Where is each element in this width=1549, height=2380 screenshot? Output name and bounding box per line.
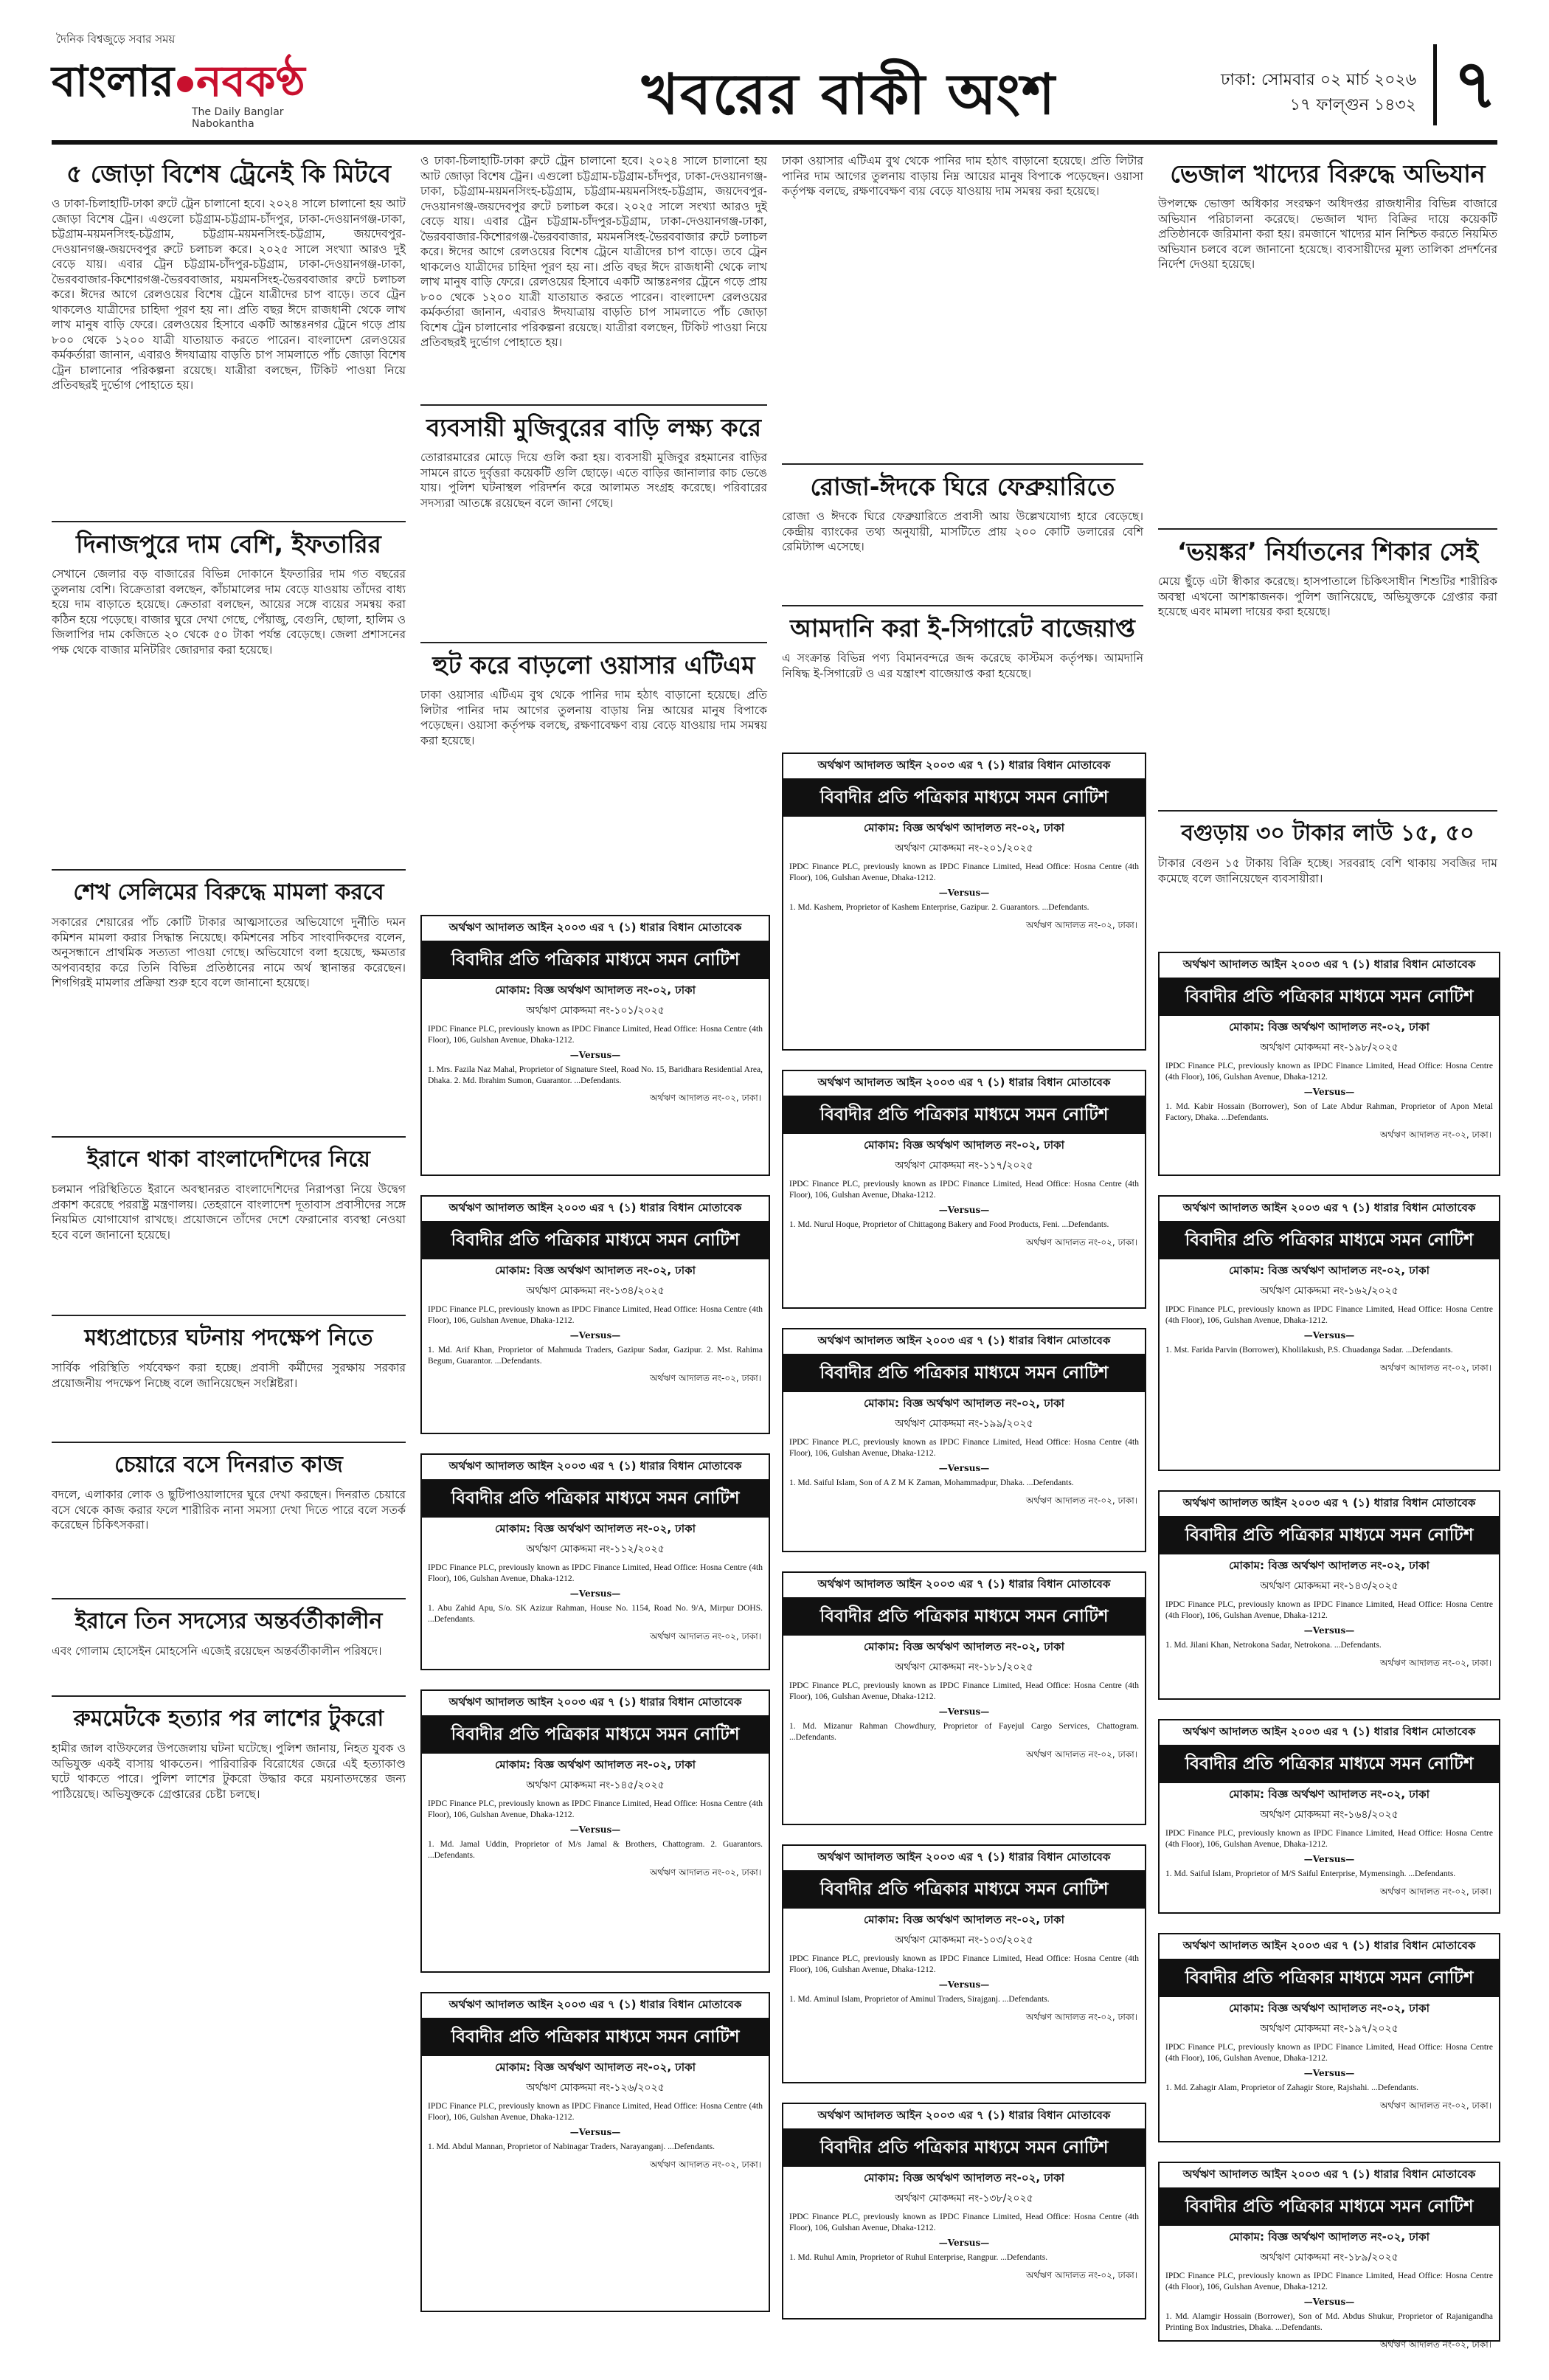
notice-court: মোকাম: বিজ্ঞ অর্থঋণ আদালত নং-০২, ঢাকা bbox=[495, 1264, 696, 1277]
notice-versus: —Versus— bbox=[1303, 1330, 1355, 1341]
date-bangla: ১৭ ফাল্গুন ১৪৩২ bbox=[1289, 96, 1416, 114]
notice-defendants: 1. Md. Alamgir Hossain (Borrower), Son of Md. Abdus Shukur, Proprietor of Rajanigandha Printing Box Industries, Dhaka. ...Defendants. bbox=[1165, 2312, 1493, 2332]
dateline bbox=[1221, 68, 1416, 118]
notice-court: মোকাম: বিজ্ঞ অর্থঋণ আদালত নং-০২, ঢাকা bbox=[1229, 1264, 1430, 1277]
notice-law-line: অর্থঋণ আদালত আইন ২০০৩ এর ৭ (১) ধারার বিধান মোতাবেক bbox=[783, 1071, 1145, 1096]
newspaper-logo bbox=[52, 30, 317, 133]
summons-notice bbox=[420, 1195, 770, 1434]
notice-plaintiff: IPDC Finance PLC, previously known as IPDC Finance Limited, Head Office: Hosna Centre (4th Floor), 106, Gulshan Avenue, Dhaka-1212. bbox=[428, 1305, 763, 1325]
article-middle-east bbox=[52, 1324, 406, 1434]
column-1 bbox=[52, 153, 406, 2359]
divider bbox=[1158, 528, 1497, 530]
notice-court: মোকাম: বিজ্ঞ অর্থঋণ আদালত নং-০২, ঢাকা bbox=[495, 2061, 696, 2074]
article-body: সেখানে জেলার বড় বাজারের বিভিন্ন দোকানে ইফতারির দাম গত বছরের তুলনায় বেশি। বিক্রেতারা বলছেন, কাঁচামালের দাম বেড়ে যাওয়ায় তাঁদের বাধ্য হয়ে দাম বাড়াতে হয়েছে। ক্রেতারা বলছেন, আয়ের সঙ্গে ব্যয়ের সমন্বয় করা কঠিন হয়ে পড়েছে। বাজার ঘুরে দেখা গেছে, পেঁয়াজু, বেগুনি, ছোলা, হালিম ও জিলাপির দাম কেজিতে ২০ থেকে ৫০ টাকা পর্যন্ত বেড়েছে। জেলা প্রশাসনের পক্ষ থেকে বাজার মনিটরিং জোরদার করা হয়েছে। bbox=[52, 567, 406, 657]
summons-notice bbox=[420, 1992, 770, 2312]
article-body: উপলক্ষে ভোক্তা অধিকার সংরক্ষণ অধিদপ্তর রাজধানীর বিভিন্ন বাজারে অভিযান পরিচালনা করেছে। ভেজাল খাদ্য বিক্রির দায়ে কয়েকটি প্রতিষ্ঠানকে জরিমানা করা হয়। রমজানে খাদ্যের মান নিশ্চিত করতে নিয়মিত অভিযান চলবে বলে জানানো হয়েছে। ব্যবসায়ীদের মূল্য তালিকা প্রদর্শনের নির্দেশ দেওয়া হয়েছে। bbox=[1158, 197, 1497, 271]
article-body: টাকার বেগুন ১৫ টাকায় বিক্রি হচ্ছে। সরবরাহ বেশি থাকায় সবজির দাম কমেছে বলে জানিয়েছেন ব্যবসায়ীরা। bbox=[1158, 857, 1497, 885]
notice-versus: —Versus— bbox=[1303, 1625, 1355, 1636]
notice-versus: —Versus— bbox=[569, 1330, 621, 1341]
article-trains bbox=[52, 159, 406, 513]
divider bbox=[52, 1136, 406, 1138]
notice-versus: —Versus— bbox=[938, 1463, 990, 1473]
article-body: এ সংক্রান্ত বিভিন্ন পণ্য বিমানবন্দরে জব্দ করেছে কাস্টমস কর্তৃপক্ষ। আমদানি নিষিদ্ধ ই-সিগারেট ও এর যন্ত্রাংশ বাজেয়াপ্ত করা হয়েছে। bbox=[782, 651, 1143, 680]
summons-notice bbox=[782, 1571, 1146, 1825]
notice-plaintiff: IPDC Finance PLC, previously known as IPDC Finance Limited, Head Office: Hosna Centre (4th Floor), 106, Gulshan Avenue, Dhaka-1212. bbox=[1165, 2043, 1493, 2063]
notice-law-line: অর্থঋণ আদালত আইন ২০০৩ এর ৭ (১) ধারার বিধান মোতাবেক bbox=[783, 2104, 1145, 2129]
notice-case-number: অর্থঋণ মোকদ্দমা নং-১১৭/২০২৫ bbox=[895, 1160, 1033, 1172]
divider bbox=[52, 1695, 406, 1697]
article-body: সকারের শেয়ারের পাঁচ কোটি টাকার আত্মসাতের অভিযোগে দুর্নীতি দমন কমিশন মামলা করার সিদ্ধান্ত নিয়েছে। কমিশনের সচিব সাংবাদিকদের বলেন, অনুসন্ধানে প্রাথমিক সত্যতা পাওয়া গেছে। অভিযোগে বলা হয়েছে, ক্ষমতার অপব্যবহার করে তিনি বিভিন্ন প্রতিষ্ঠানের নামে অর্থ স্থানান্তর করেছেন। শিগগিরই মামলার প্রক্রিয়া শুরু হবে বলে জানানো হয়েছে। bbox=[52, 916, 406, 989]
notice-signature: অর্থঋণ আদালত নং-০২, ঢাকা। bbox=[1025, 2011, 1137, 2022]
notice-defendants: 1. Md. Abdul Mannan, Proprietor of Nabinagar Traders, Narayanganj. ...Defendants. bbox=[428, 2142, 715, 2151]
article-body: বদলে, এলাকার লোক ও ছুটিপাওয়ালাদের ঘুরে দেখা করছেন। দিনরাত চেয়ারে বসে থেকে কাজ করার ফলে শারীরিক নানা সমস্যা দেখা দিতে পারে বলে সতর্ক করেছেন চিকিৎসকরা। bbox=[52, 1488, 406, 1532]
notice-case-number: অর্থঋণ মোকদ্দমা নং-১০৩/২০২৫ bbox=[895, 1934, 1033, 1946]
summons-notice bbox=[420, 1689, 770, 1973]
summons-notice bbox=[1158, 1490, 1500, 1700]
notice-law-line: অর্থঋণ আদালত আইন ২০০৩ এর ৭ (১) ধারার বিধান মোতাবেক bbox=[783, 754, 1145, 779]
summons-notice bbox=[782, 1070, 1146, 1309]
notice-banner: বিবাদীর প্রতি পত্রিকার মাধ্যমে সমন নোটিশ bbox=[783, 1871, 1145, 1909]
divider bbox=[782, 605, 1143, 606]
notice-versus: —Versus— bbox=[938, 888, 990, 898]
notice-signature: অর্থঋণ আদালত নং-০২, ঢাকা। bbox=[1379, 2339, 1491, 2350]
notice-plaintiff: IPDC Finance PLC, previously known as IPDC Finance Limited, Head Office: Hosna Centre (4th Floor), 106, Gulshan Avenue, Dhaka-1212. bbox=[428, 2102, 763, 2122]
notice-court: মোকাম: বিজ্ঞ অর্থঋণ আদালত নং-০২, ঢাকা bbox=[1229, 2230, 1430, 2244]
notice-case-number: অর্থঋণ মোকদ্দমা নং-১২৬/২০২৫ bbox=[526, 2082, 665, 2094]
headline: বগুড়ায় ৩০ টাকার লাউ ১৫, ৫০ bbox=[1181, 820, 1475, 846]
summons-notice bbox=[1158, 1195, 1500, 1471]
summons-notice bbox=[782, 1844, 1146, 2083]
notice-court: মোকাম: বিজ্ঞ অর্থঋণ আদালত নং-০২, ঢাকা bbox=[495, 1522, 696, 1535]
notice-signature: অর্থঋণ আদালত নং-০২, ঢাকা। bbox=[1025, 1236, 1137, 1248]
notice-plaintiff: IPDC Finance PLC, previously known as IPDC Finance Limited, Head Office: Hosna Centre (4th Floor), 106, Gulshan Avenue, Dhaka-1212. bbox=[789, 1438, 1139, 1458]
notice-court: মোকাম: বিজ্ঞ অর্থঋণ আদালত নং-০২, ঢাকা bbox=[864, 1913, 1064, 1926]
headline: ইরানে থাকা বাংলাদেশিদের নিয়ে bbox=[87, 1146, 370, 1172]
notice-defendants: 1. Mrs. Fazila Naz Mahal, Proprietor of Signature Steel, Road No. 15, Baridhara Residential Area, Dhaka. 2. Md. Ibrahim Sumon, Guarantor. ...Defendants. bbox=[428, 1065, 763, 1085]
notice-banner: বিবাদীর প্রতি পত্রিকার মাধ্যমে সমন নোটিশ bbox=[422, 1480, 769, 1518]
notice-plaintiff: IPDC Finance PLC, previously known as IPDC Finance Limited, Head Office: Hosna Centre (4th Floor), 106, Gulshan Avenue, Dhaka-1212. bbox=[1165, 1062, 1493, 1082]
notice-court: মোকাম: বিজ্ঞ অর্থঋণ আদালত নং-০২, ঢাকা bbox=[1229, 1020, 1430, 1034]
divider bbox=[1158, 810, 1497, 812]
notice-defendants: 1. Md. Aminul Islam, Proprietor of Aminul Traders, Sirajganj. ...Defendants. bbox=[789, 1995, 1050, 2004]
article-body: মেয়ে ছুঁড়ে এটা স্বীকার করেছে। হাসপাতালে চিকিৎসাধীন শিশুটির শারীরিক অবস্থা এখনো আশঙ্কাজনক। পুলিশ জানিয়েছে, অভিযুক্তকে গ্রেপ্তার করা হয়েছে এবং মামলা দায়ের করা হয়েছে। bbox=[1158, 575, 1497, 618]
notice-defendants: 1. Md. Kabir Hossain (Borrower), Son of Late Abdur Rahman, Proprietor of Apon Metal Factory, Dhaka. ...Defendants. bbox=[1165, 1102, 1493, 1122]
notice-signature: অর্থঋণ আদালত নং-০২, ঢাকা। bbox=[1025, 1749, 1137, 1760]
headline: আমদানি করা ই-সিগারেট বাজেয়াপ্ত bbox=[790, 614, 1135, 643]
notice-versus: —Versus— bbox=[1303, 2297, 1355, 2307]
notice-case-number: অর্থঋণ মোকদ্দমা নং-১৬২/২০২৫ bbox=[1260, 1285, 1399, 1297]
notice-plaintiff: IPDC Finance PLC, previously known as IPDC Finance Limited, Head Office: Hosna Centre (4th Floor), 106, Gulshan Avenue, Dhaka-1212. bbox=[1165, 1829, 1493, 1849]
notice-court: মোকাম: বিজ্ঞ অর্থঋণ আদালত নং-০২, ঢাকা bbox=[1229, 1559, 1430, 1572]
notice-case-number: অর্থঋণ মোকদ্দমা নং-১৪৩/২০২৫ bbox=[1260, 1580, 1399, 1592]
article-iran-bangladeshis bbox=[52, 1145, 406, 1307]
notice-banner: বিবাদীর প্রতি পত্রিকার মাধ্যমে সমন নোটিশ bbox=[422, 941, 769, 979]
summons-notice bbox=[782, 1328, 1146, 1552]
divider bbox=[52, 521, 406, 522]
notice-versus: —Versus— bbox=[569, 2127, 621, 2137]
article-chair-work bbox=[52, 1450, 406, 1591]
notice-case-number: অর্থঋণ মোকদ্দমা নং-১১২/২০২৫ bbox=[526, 1543, 665, 1555]
logo-name-part1: বাংলার bbox=[52, 56, 175, 106]
headline: রোজা-ঈদকে ঘিরে ফেব্রুয়ারিতে bbox=[810, 472, 1115, 501]
notice-versus: —Versus— bbox=[938, 1205, 990, 1215]
section-title: খবরের বাকী অংশ bbox=[642, 61, 1057, 127]
notice-signature: অর্থঋণ আদালত নং-০২, ঢাকা। bbox=[1379, 1130, 1491, 1140]
notice-versus: —Versus— bbox=[1303, 1087, 1355, 1097]
notice-signature: অর্থঋণ আদালত নং-০২, ঢাকা। bbox=[1025, 1495, 1137, 1506]
article-businessman bbox=[420, 413, 767, 634]
notice-versus: —Versus— bbox=[938, 1979, 990, 1990]
notice-signature: অর্থঋণ আদালত নং-০২, ঢাকা। bbox=[1025, 919, 1137, 930]
notice-banner: বিবাদীর প্রতি পত্রিকার মাধ্যমে সমন নোটিশ bbox=[1160, 1746, 1499, 1783]
notice-banner: বিবাদীর প্রতি পত্রিকার মাধ্যমে সমন নোটিশ bbox=[783, 779, 1145, 817]
notice-defendants: 1. Md. Nurul Hoque, Proprietor of Chittagong Bakery and Food Products, Feni. ...Defendants. bbox=[789, 1220, 1109, 1229]
notice-case-number: অর্থঋণ মোকদ্দমা নং-২০১/২০২৫ bbox=[895, 843, 1033, 854]
summons-notice bbox=[420, 915, 770, 1176]
divider bbox=[52, 1442, 406, 1443]
column-3 bbox=[782, 153, 1143, 817]
notice-defendants: 1. Md. Kashem, Proprietor of Kashem Enterprise, Gazipur. 2. Guarantors. ...Defendants. bbox=[789, 903, 1089, 912]
notice-plaintiff: IPDC Finance PLC, previously known as IPDC Finance Limited, Head Office: Hosna Centre (4th Floor), 106, Gulshan Avenue, Dhaka-1212. bbox=[789, 2213, 1139, 2232]
notice-plaintiff: IPDC Finance PLC, previously known as IPDC Finance Limited, Head Office: Hosna Centre (4th Floor), 106, Gulshan Avenue, Dhaka-1212. bbox=[789, 1681, 1139, 1701]
article-body: ঢাকা ওয়াসার এটিএম বুথ থেকে পানির দাম হঠাৎ বাড়ানো হয়েছে। প্রতি লিটার পানির দাম আগের তুলনায় বাড়ায় নিম্ন আয়ের মানুষ বিপাকে পড়েছেন। ওয়াসা কর্তৃপক্ষ বলছে, রক্ষণাবেক্ষণ ব্যয় বেড়ে যাওয়ায় দাম সমন্বয় করা হয়েছে। bbox=[420, 688, 767, 747]
summons-notice bbox=[420, 1453, 770, 1670]
divider bbox=[420, 404, 767, 406]
notice-signature: অর্থঋণ আদালত নং-০২, ঢাকা। bbox=[1379, 1362, 1491, 1373]
notice-plaintiff: IPDC Finance PLC, previously known as IPDC Finance Limited, Head Office: Hosna Centre (4th Floor), 106, Gulshan Avenue, Dhaka-1212. bbox=[789, 862, 1139, 882]
page-number: ৭ bbox=[1433, 44, 1497, 125]
notice-defendants: 1. Mst. Farida Parvin (Borrower), Kholilakush, P.S. Chuadanga Sadar. ...Defendants. bbox=[1165, 1346, 1453, 1355]
headline: ‘ভয়ঙ্কর’ নির্যাতনের শিকার সেই bbox=[1177, 537, 1479, 566]
notice-signature: অর্থঋণ আদালত নং-০২, ঢাকা। bbox=[649, 1867, 761, 1878]
notice-court: মোকাম: বিজ্ঞ অর্থঋণ আদালত নং-০২, ঢাকা bbox=[1229, 2002, 1430, 2015]
notice-law-line: অর্থঋণ আদালত আইন ২০০৩ এর ৭ (১) ধারার বিধান মোতাবেক bbox=[783, 1329, 1145, 1355]
logo-english-name: The Daily Banglar Nabokantha bbox=[192, 106, 284, 130]
article-food-adulteration bbox=[1158, 159, 1497, 521]
notice-banner: বিবাদীর প্রতি পত্রিকার মাধ্যমে সমন নোটিশ bbox=[1160, 2188, 1499, 2226]
notice-law-line: অর্থঋণ আদালত আইন ২০০৩ এর ৭ (১) ধারার বিধান মোতাবেক bbox=[1160, 1720, 1499, 1746]
notice-signature: অর্থঋণ আদালত নং-০২, ঢাকা। bbox=[649, 1373, 761, 1383]
notice-versus: —Versus— bbox=[1303, 2068, 1355, 2078]
headline: ভেজাল খাদ্যের বিরুদ্ধে অভিযান bbox=[1170, 159, 1486, 188]
notice-defendants: 1. Md. Saiful Islam, Son of A Z M K Zaman, Mohammadpur, Dhaka. ...Defendants. bbox=[789, 1478, 1074, 1487]
notice-plaintiff: IPDC Finance PLC, previously known as IPDC Finance Limited, Head Office: Hosna Centre (4th Floor), 106, Gulshan Avenue, Dhaka-1212. bbox=[428, 1563, 763, 1583]
article-iran-council bbox=[52, 1607, 406, 1688]
notice-court: মোকাম: বিজ্ঞ অর্থঋণ আদালত নং-০২, ঢাকা bbox=[864, 2171, 1064, 2184]
notice-banner: বিবাদীর প্রতি পত্রিকার মাধ্যমে সমন নোটিশ bbox=[783, 1598, 1145, 1636]
notice-case-number: অর্থঋণ মোকদ্দমা নং-১৩৮/২০২৫ bbox=[895, 2193, 1033, 2204]
date-gregorian: ঢাকা: সোমবার ০২ মার্চ ২০২৬ bbox=[1220, 71, 1416, 89]
notice-case-number: অর্থঋণ মোকদ্দমা নং-১৯৮/২০২৫ bbox=[1260, 1042, 1399, 1054]
notice-law-line: অর্থঋণ আদালত আইন ২০০৩ এর ৭ (১) ধারার বিধান মোতাবেক bbox=[1160, 1934, 1499, 1959]
notice-banner: বিবাদীর প্রতি পত্রিকার মাধ্যমে সমন নোটিশ bbox=[422, 1222, 769, 1259]
logo-tagline: দৈনিক বিশ্বজুড়ে সবার সময় bbox=[56, 32, 176, 46]
notice-signature: অর্থঋণ আদালত নং-০২, ঢাকা। bbox=[1379, 1886, 1491, 1897]
notice-signature: অর্থঋণ আদালত নং-০২, ঢাকা। bbox=[649, 2159, 761, 2170]
summons-notice bbox=[1158, 1719, 1500, 1914]
headline: ইরানে তিন সদস্যের অন্তর্বর্তীকালীন bbox=[74, 1608, 383, 1634]
summons-notice bbox=[1158, 2162, 1500, 2350]
notice-versus: —Versus— bbox=[1303, 1854, 1355, 1864]
notice-court: মোকাম: বিজ্ঞ অর্থঋণ আদালত নং-০২, ঢাকা bbox=[864, 1397, 1064, 1410]
article-body: হামীর জাল বাউফলের উপজেলায় ঘটনা ঘটেছে। পুলিশ জানায়, নিহত যুবক ও অভিযুক্ত একই বাসায় থাকতেন। পারিবারিক বিরোধের জেরে এই হত্যাকাণ্ড ঘটে থাকতে পারে। পুলিশ লাশের টুকরো উদ্ধার করে ময়নাতদন্তের জন্য পাঠিয়েছে। অভিযুক্তকে গ্রেপ্তারের চেষ্টা চলছে। bbox=[52, 1742, 406, 1801]
headline: হুট করে বাড়লো ওয়াসার এটিএম bbox=[432, 651, 755, 679]
notice-court: মোকাম: বিজ্ঞ অর্থঋণ আদালত নং-০২, ঢাকা bbox=[495, 983, 696, 997]
masthead bbox=[52, 30, 1497, 145]
notice-plaintiff: IPDC Finance PLC, previously known as IPDC Finance Limited, Head Office: Hosna Centre (4th Floor), 106, Gulshan Avenue, Dhaka-1212. bbox=[1165, 2272, 1493, 2291]
notice-case-number: অর্থঋণ মোকদ্দমা নং-১৯৯/২০২৫ bbox=[895, 1418, 1033, 1430]
notice-case-number: অর্থঋণ মোকদ্দমা নং-১৮৯/২০২৫ bbox=[1260, 2252, 1399, 2263]
notice-banner: বিবাদীর প্রতি পত্রিকার মাধ্যমে সমন নোটিশ bbox=[1160, 1222, 1499, 1259]
column-4 bbox=[1158, 153, 1497, 891]
notice-banner: বিবাদীর প্রতি পত্রিকার মাধ্যমে সমন নোটিশ bbox=[783, 1096, 1145, 1134]
headline: ৫ জোড়া বিশেষ ট্রেনেই কি মিটবে bbox=[66, 159, 392, 188]
divider bbox=[52, 1315, 406, 1316]
notice-versus: —Versus— bbox=[569, 1588, 621, 1599]
notice-law-line: অর্থঋণ আদালত আইন ২০০৩ এর ৭ (১) ধারার বিধান মোতাবেক bbox=[1160, 1197, 1499, 1222]
article-bogura-gourd bbox=[1158, 819, 1497, 900]
article-iftar bbox=[52, 530, 406, 862]
notice-signature: অর্থঋণ আদালত নং-০২, ঢাকা। bbox=[1025, 2269, 1137, 2280]
notice-court: মোকাম: বিজ্ঞ অর্থঋণ আদালত নং-০২, ঢাকা bbox=[864, 1138, 1064, 1152]
headline: শেখ সেলিমের বিরুদ্ধে মামলা করবে bbox=[73, 879, 384, 905]
notice-plaintiff: IPDC Finance PLC, previously known as IPDC Finance Limited, Head Office: Hosna Centre (4th Floor), 106, Gulshan Avenue, Dhaka-1212. bbox=[428, 1025, 763, 1045]
notice-signature: অর্থঋণ আদালত নং-০২, ঢাকা। bbox=[1379, 2100, 1491, 2111]
headline: ব্যবসায়ী মুজিবুরের বাড়ি লক্ষ্য করে bbox=[426, 413, 762, 442]
summons-notice bbox=[782, 2103, 1146, 2320]
article-body: এবং গোলাম হোসেইন মোহসেনি এজেই রয়েছেন অন্তর্বর্তীকালীন পরিষদে। bbox=[52, 1644, 382, 1658]
notice-versus: —Versus— bbox=[938, 1706, 990, 1717]
notice-defendants: 1. Md. Jamal Uddin, Proprietor of M/s Jamal & Brothers, Chattogram. 2. Guarantors. ...Defendants. bbox=[428, 1840, 763, 1860]
article-wasa-atm bbox=[420, 651, 767, 850]
notice-court: মোকাম: বিজ্ঞ অর্থঋণ আদালত নং-০২, ঢাকা bbox=[495, 1758, 696, 1771]
notice-banner: বিবাদীর প্রতি পত্রিকার মাধ্যমে সমন নোটিশ bbox=[1160, 978, 1499, 1016]
article-roommate-murder bbox=[52, 1704, 406, 2007]
column-2 bbox=[420, 153, 767, 891]
notice-signature: অর্থঋণ আদালত নং-০২, ঢাকা। bbox=[1379, 1657, 1491, 1668]
headline: রুমমেটকে হত্যার পর লাশের টুকরো bbox=[73, 1706, 384, 1732]
notice-defendants: 1. Md. Zahagir Alam, Proprietor of Zahagir Store, Rajshahi. ...Defendants. bbox=[1165, 2083, 1419, 2092]
headline: চেয়ারে বসে দিনরাত কাজ bbox=[114, 1452, 343, 1478]
notice-court: মোকাম: বিজ্ঞ অর্থঋণ আদালত নং-০২, ঢাকা bbox=[864, 821, 1064, 834]
notice-law-line: অর্থঋণ আদালত আইন ২০০৩ এর ৭ (১) ধারার বিধান মোতাবেক bbox=[783, 1573, 1145, 1598]
notice-law-line: অর্থঋণ আদালত আইন ২০০৩ এর ৭ (১) ধারার বিধান মোতাবেক bbox=[1160, 1492, 1499, 1517]
divider bbox=[52, 1598, 406, 1599]
article-remittance bbox=[782, 472, 1143, 598]
notice-case-number: অর্থঋণ মোকদ্দমা নং-১৮১/২০২৫ bbox=[895, 1661, 1033, 1673]
notice-banner: বিবাদীর প্রতি পত্রিকার মাধ্যমে সমন নোটিশ bbox=[783, 1355, 1145, 1392]
notice-plaintiff: IPDC Finance PLC, previously known as IPDC Finance Limited, Head Office: Hosna Centre (4th Floor), 106, Gulshan Avenue, Dhaka-1212. bbox=[1165, 1305, 1493, 1325]
notice-versus: —Versus— bbox=[569, 1824, 621, 1835]
continued-text: ঢাকা ওয়াসার এটিএম বুথ থেকে পানির দাম হঠাৎ বাড়ানো হয়েছে। প্রতি লিটার পানির দাম আগের তুলনায় বাড়ায় নিম্ন আয়ের মানুষ বিপাকে পড়েছেন। ওয়াসা কর্তৃপক্ষ বলছে, রক্ষণাবেক্ষণ ব্যয় বেড়ে যাওয়ায় দাম সমন্বয় করা হয়েছে। bbox=[782, 154, 1143, 198]
divider bbox=[52, 869, 406, 871]
notice-law-line: অর্থঋণ আদালত আইন ২০০৩ এর ৭ (১) ধারার বিধান মোতাবেক bbox=[422, 1455, 769, 1480]
notice-signature: অর্থঋণ আদালত নং-০২, ঢাকা। bbox=[649, 1093, 761, 1103]
notice-case-number: অর্থঋণ মোকদ্দমা নং-১৬৪/২০২৫ bbox=[1260, 1809, 1399, 1821]
notice-case-number: অর্থঋণ মোকদ্দমা নং-১০১/২০২৫ bbox=[526, 1005, 665, 1017]
article-body: সার্বিক পরিস্থিতি পর্যবেক্ষণ করা হচ্ছে। প্রবাসী কর্মীদের সুরক্ষায় সরকার প্রয়োজনীয় পদক্ষেপ নিচ্ছে বলে জানিয়েছেন সংশ্লিষ্টরা। bbox=[52, 1361, 406, 1390]
notice-plaintiff: IPDC Finance PLC, previously known as IPDC Finance Limited, Head Office: Hosna Centre (4th Floor), 106, Gulshan Avenue, Dhaka-1212. bbox=[789, 1180, 1139, 1200]
notice-defendants: 1. Md. Arif Khan, Proprietor of Mahmuda Traders, Gazipur Sadar, Gazipur. 2. Mst. Rahima Begum, Guarantor. ...Defendants. bbox=[428, 1346, 763, 1366]
notice-plaintiff: IPDC Finance PLC, previously known as IPDC Finance Limited, Head Office: Hosna Centre (4th Floor), 106, Gulshan Avenue, Dhaka-1212. bbox=[789, 1954, 1139, 1974]
continued-text: ও ঢাকা-চিলাহাটি-ঢাকা রুটে ট্রেন চালানো হবে। ২০২৪ সালে চালানো হয় আট জোড়া বিশেষ ট্রেন। এগুলো চট্টগ্রাম-চট্টগ্রাম-চাঁদপুর, ঢাকা-দেওয়ানগঞ্জ-ঢাকা, চট্টগ্রাম-ময়মনসিংহ-চট্টগ্রাম, চট্টগ্রাম-ময়মনসিংহ-চট্টগ্রাম, জয়দেবপুর-দেওয়ানগঞ্জ-জয়দেবপুর রুটে চলাচল করে। ২০২৫ সালে সংখ্যা আরও দুই বেড়ে যায়। এবার ট্রেন চট্টগ্রাম-চাঁদপুর-চট্টগ্রাম, ঢাকা-দেওয়ানগঞ্জ-ঢাকা, ভৈরববাজার-কিশোরগঞ্জ-ভৈরববাজার, ময়মনসিংহ-ভৈরববাজার রুটে চলাচল করে। ঈদের আগে রেলওয়ের বিশেষ ট্রেনে যাত্রীদের চাপ বাড়ে। তবে ট্রেন থাকলেও যাত্রীদের চাহিদা পূরণ হয় না। প্রতি বছর ঈদে রাজধানী থেকে লাখ লাখ মানুষ বাড়ি ফেরে। রেলওয়ের হিসাবে একটি আন্তঃনগর ট্রেনে গড়ে প্রায় ৮০০ থেকে ১২০০ যাত্রী যাতায়াত করতে পারেন। বাংলাদেশ রেলওয়ের কর্মকর্তারা জানান, এবারও ঈদযাত্রায় বাড়তি চাপ সামলাতে পাঁচ জোড়া বিশেষ ট্রেন চালানোর পরিকল্পনা রয়েছে। যাত্রীরা বলছেন, টিকিট পাওয়া নিয়ে প্রতিবছরই দুর্ভোগ পোহাতে হয়। bbox=[420, 154, 767, 349]
notice-court: মোকাম: বিজ্ঞ অর্থঋণ আদালত নং-০২, ঢাকা bbox=[1229, 1788, 1430, 1801]
notice-defendants: 1. Md. Mizanur Rahman Chowdhury, Proprietor of Fayejul Cargo Services, Chattogram. ...Defendants. bbox=[789, 1722, 1139, 1742]
notice-defendants: 1. Md. Jilani Khan, Netrokona Sadar, Netrokona. ...Defendants. bbox=[1165, 1641, 1382, 1650]
notice-versus: —Versus— bbox=[569, 1050, 621, 1060]
article-body: তোরারমারের মোড়ে দিয়ে গুলি করা হয়। ব্যবসায়ী মুজিবুর রহমানের বাড়ির সামনে রাতে দুর্বৃত্তরা কয়েকটি গুলি ছোড়ে। এতে বাড়ির জানালার কাচ ভেঙে যায়। পুলিশ ঘটনাস্থল পরিদর্শন করে আলামত সংগ্রহ করেছে। পরিবারের সদস্যরা আতঙ্কে রয়েছেন বলে জানা গেছে। bbox=[420, 451, 767, 510]
logo-name-part2: নবকণ্ঠ bbox=[196, 56, 305, 106]
notice-case-number: অর্থঋণ মোকদ্দমা নং-১৪৫/২০২৫ bbox=[526, 1779, 665, 1791]
notice-defendants: 1. Abu Zahid Apu, S/o. SK Azizur Rahman, House No. 1154, Road No. 9/A, Mirpur DOHS. ...Defendants. bbox=[428, 1604, 763, 1624]
headline: দিনাজপুরে দাম বেশি, ইফতারির bbox=[76, 530, 381, 558]
summons-notice bbox=[1158, 952, 1500, 1176]
divider bbox=[782, 463, 1143, 465]
notice-case-number: অর্থঋণ মোকদ্দমা নং-১৩৪/২০২৫ bbox=[526, 1285, 665, 1297]
notice-case-number: অর্থঋণ মোকদ্দমা নং-১৯৭/২০২৫ bbox=[1260, 2023, 1399, 2035]
logo-dot-icon bbox=[177, 76, 193, 92]
notice-defendants: 1. Md. Saiful Islam, Proprietor of M/S Saiful Enterprise, Mymensingh. ...Defendants. bbox=[1165, 1869, 1456, 1878]
notice-law-line: অর্থঋণ আদালত আইন ২০০৩ এর ৭ (১) ধারার বিধান মোতাবেক bbox=[422, 916, 769, 941]
summons-notice bbox=[1158, 1933, 1500, 2142]
notice-plaintiff: IPDC Finance PLC, previously known as IPDC Finance Limited, Head Office: Hosna Centre (4th Floor), 106, Gulshan Avenue, Dhaka-1212. bbox=[1165, 1600, 1493, 1620]
notice-law-line: অর্থঋণ আদালত আইন ২০০৩ এর ৭ (১) ধারার বিধান মোতাবেক bbox=[422, 1993, 769, 2018]
notice-law-line: অর্থঋণ আদালত আইন ২০০৩ এর ৭ (১) ধারার বিধান মোতাবেক bbox=[783, 1846, 1145, 1871]
notice-banner: বিবাদীর প্রতি পত্রিকার মাধ্যমে সমন নোটিশ bbox=[783, 2129, 1145, 2167]
divider bbox=[420, 642, 767, 643]
notice-banner: বিবাদীর প্রতি পত্রিকার মাধ্যমে সমন নোটিশ bbox=[422, 2018, 769, 2056]
article-torture bbox=[1158, 537, 1497, 803]
notice-court: মোকাম: বিজ্ঞ অর্থঋণ আদালত নং-০২, ঢাকা bbox=[864, 1640, 1064, 1653]
notice-law-line: অর্থঋণ আদালত আইন ২০০৩ এর ৭ (১) ধারার বিধান মোতাবেক bbox=[1160, 2163, 1499, 2188]
article-body: চলমান পরিস্থিতিতে ইরানে অবস্থানরত বাংলাদেশিদের নিরাপত্তা নিয়ে উদ্বেগ প্রকাশ করেছে পররাষ্ট্র মন্ত্রণালয়। তেহরানে বাংলাদেশ দূতাবাস প্রবাসীদের সঙ্গে নিয়মিত যোগাযোগ রাখছে। প্রয়োজনে তাঁদের দেশে ফেরানোর ব্যবস্থা নেওয়া হবে বলে জানানো হয়েছে। bbox=[52, 1183, 406, 1242]
newspaper-page bbox=[52, 0, 1497, 2380]
notice-plaintiff: IPDC Finance PLC, previously known as IPDC Finance Limited, Head Office: Hosna Centre (4th Floor), 106, Gulshan Avenue, Dhaka-1212. bbox=[428, 1799, 763, 1819]
notice-law-line: অর্থঋণ আদালত আইন ২০০৩ এর ৭ (১) ধারার বিধান মোতাবেক bbox=[1160, 953, 1499, 978]
notice-law-line: অর্থঋণ আদালত আইন ২০০৩ এর ৭ (১) ধারার বিধান মোতাবেক bbox=[422, 1691, 769, 1716]
notice-law-line: অর্থঋণ আদালত আইন ২০০৩ এর ৭ (১) ধারার বিধান মোতাবেক bbox=[422, 1197, 769, 1222]
headline: মধ্যপ্রাচ্যের ঘটনায় পদক্ষেপ নিতে bbox=[84, 1325, 373, 1351]
notice-banner: বিবাদীর প্রতি পত্রিকার মাধ্যমে সমন নোটিশ bbox=[1160, 1517, 1499, 1554]
notice-versus: —Versus— bbox=[938, 2238, 990, 2248]
notice-banner: বিবাদীর প্রতি পত্রিকার মাধ্যমে সমন নোটিশ bbox=[1160, 1959, 1499, 1997]
article-sheikh-selim bbox=[52, 878, 406, 1129]
notice-banner: বিবাদীর প্রতি পত্রিকার মাধ্যমে সমন নোটিশ bbox=[422, 1716, 769, 1754]
summons-notice bbox=[782, 753, 1146, 1051]
notice-defendants: 1. Md. Ruhul Amin, Proprietor of Ruhul Enterprise, Rangpur. ...Defendants. bbox=[789, 2253, 1048, 2262]
article-body: ও ঢাকা-চিলাহাটি-ঢাকা রুটে ট্রেন চালানো হবে। ২০২৪ সালে চালানো হয় আট জোড়া বিশেষ ট্রেন। এগুলো চট্টগ্রাম-চট্টগ্রাম-চাঁদপুর, ঢাকা-দেওয়ানগঞ্জ-ঢাকা, চট্টগ্রাম-ময়মনসিংহ-চট্টগ্রাম, চট্টগ্রাম-ময়মনসিংহ-চট্টগ্রাম, জয়দেবপুর-দেওয়ানগঞ্জ-জয়দেবপুর রুটে চলাচল করে। ২০২৫ সালে সংখ্যা আরও দুই বেড়ে যায়। এবার ট্রেন চট্টগ্রাম-চাঁদপুর-চট্টগ্রাম, ঢাকা-দেওয়ানগঞ্জ-ঢাকা, ভৈরববাজার-কিশোরগঞ্জ-ভৈরববাজার, ময়মনসিংহ-ভৈরববাজার রুটে চলাচল করে। ঈদের আগে রেলওয়ের বিশেষ ট্রেনে যাত্রীদের চাপ বাড়ে। তবে ট্রেন থাকলেও যাত্রীদের চাহিদা পূরণ হয় না। প্রতি বছর ঈদে রাজধানী থেকে লাখ লাখ মানুষ বাড়ি ফেরে। রেলওয়ের হিসাবে একটি আন্তঃনগর ট্রেনে গড়ে প্রায় ৮০০ থেকে ১২০০ যাত্রী যাতায়াত করতে পারেন। বাংলাদেশ রেলওয়ের কর্মকর্তারা জানান, এবারও ঈদযাত্রায় বাড়তি চাপ সামলাতে পাঁচ জোড়া বিশেষ ট্রেন চালানোর পরিকল্পনা রয়েছে। যাত্রীরা বলছেন, টিকিট পাওয়া নিয়ে প্রতিবছরই দুর্ভোগ পোহাতে হয়। bbox=[52, 197, 406, 392]
article-body: রোজা ও ঈদকে ঘিরে ফেব্রুয়ারিতে প্রবাসী আয় উল্লেখযোগ্য হারে বেড়েছে। কেন্দ্রীয় ব্যাংকের তথ্য অনুযায়ী, মাসটিতে প্রায় ২০০ কোটি ডলারের বেশি রেমিট্যান্স এসেছে। bbox=[782, 510, 1143, 553]
notice-signature: অর্থঋণ আদালত নং-০২, ঢাকা। bbox=[649, 1631, 761, 1642]
